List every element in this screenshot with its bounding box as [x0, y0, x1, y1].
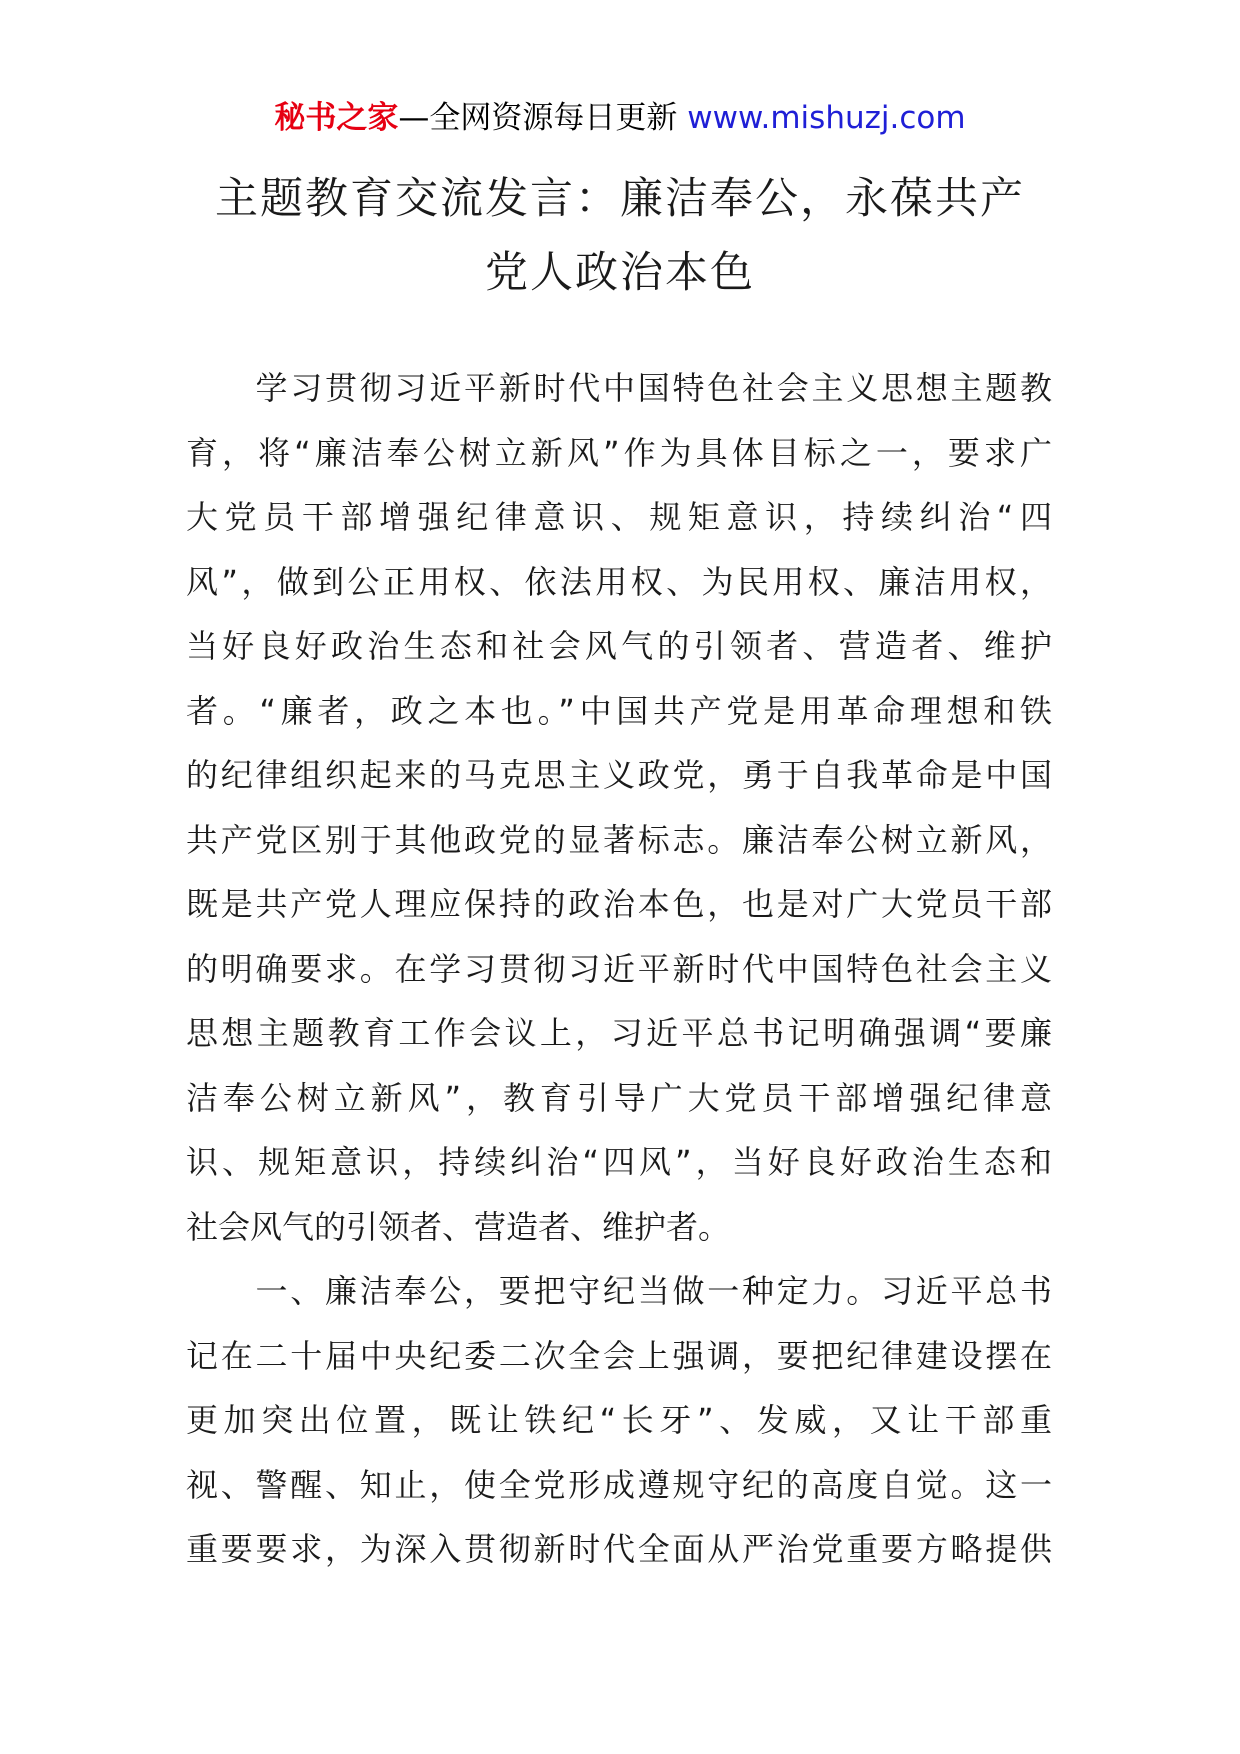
document-title: [190, 162, 1050, 310]
body-line: 者。“廉者，政之本也。”中国共产党是用革命理想和铁: [186, 691, 1052, 730]
site-header: [0, 98, 1240, 138]
body-line: 既是共产党人理应保持的政治本色，也是对广大党员干部: [186, 885, 1052, 923]
body-line: 视、警醒、知止，使全党形成遵规守纪的高度自觉。这一: [186, 1465, 1052, 1504]
body-line: 更加突出位置，既让铁纪“长牙”、发威，又让干部重: [186, 1401, 1052, 1439]
body-line: 一、廉洁奉公，要把守纪当做一种定力。习近平总书: [186, 1272, 1052, 1310]
body-line: 洁奉公树立新风”，教育引导广大党员干部增强纪律意: [186, 1078, 1052, 1117]
body-line: 重要要求，为深入贯彻新时代全面从严治党重要方略提供: [186, 1530, 1052, 1568]
title-line-2: 党人政治本色: [485, 248, 755, 298]
body-line: 社会风气的引领者、营造者、维护者。: [186, 1207, 731, 1246]
body-line: 的纪律组织起来的马克思主义政党，勇于自我革命是中国: [186, 756, 1052, 794]
body-line: 风”，做到公正用权、依法用权、为民用权、廉洁用权，: [186, 562, 1052, 601]
brand-name: 秘书之家: [274, 100, 399, 136]
body-line: 共产党区别于其他政党的显著标志。廉洁奉公树立新风，: [186, 820, 1052, 859]
site-url-link[interactable]: www.mishuzj.com: [687, 100, 966, 136]
title-line-1: 主题教育交流发言：廉洁奉公，永葆共产: [215, 174, 1025, 224]
body-line: 记在二十届中央纪委二次全会上强调，要把纪律建设摆在: [186, 1336, 1052, 1375]
body-line: 识、规矩意识，持续纠治“四风”，当好良好政治生态和: [186, 1143, 1052, 1181]
body-line: 育，将“廉洁奉公树立新风”作为具体目标之一，要求广: [186, 433, 1052, 472]
body-line: 大党员干部增强纪律意识、规矩意识，持续纠治“四: [186, 498, 1052, 536]
body-line: 当好良好政治生态和社会风气的引领者、营造者、维护: [186, 627, 1052, 665]
header-tagline: —全网资源每日更新: [398, 100, 678, 136]
body-line: 的明确要求。在学习贯彻习近平新时代中国特色社会主义: [186, 949, 1052, 988]
body-line: 思想主题教育工作会议上，习近平总书记明确强调“要廉: [186, 1014, 1052, 1052]
body-line: 学习贯彻习近平新时代中国特色社会主义思想主题教: [186, 369, 1052, 407]
document-body: [186, 356, 1052, 1582]
